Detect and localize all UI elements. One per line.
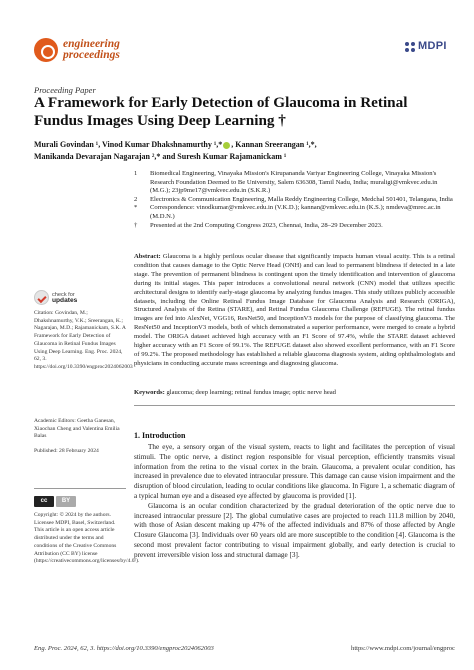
abstract bbox=[134, 253, 455, 369]
affiliation-item bbox=[134, 196, 454, 205]
check-for-updates-label bbox=[52, 292, 77, 304]
check-for-updates-icon bbox=[34, 290, 49, 305]
authors-line1: Murali Govindan ¹, Vinod Kumar Dhakshnamurthy ¹,* bbox=[34, 140, 223, 149]
intro-paragraph-1: The eye, a sensory organ of the visual system, reacts to light and facilitates the perception of visual stimuli. The optic nerve, a distinct region responsible for visual perception, efficiently transmits visual information from the retina to the visual cortex in the brain. Glaucoma, a prevalent ocular condition, has increased in prevalence due to elevated intraocular pressure. This damage can cause vision impairment and the disruption of blood circulation, leading to ocular conditions like glaucoma. In Figure 1, a schematic diagram of a typical human eye and a diseased eye affected by glaucoma is provided [1]. bbox=[134, 443, 455, 500]
keywords-label: Keywords: bbox=[134, 389, 165, 396]
affiliation-text: Correspondence: vinodkumar@vmkvec.edu.in (V.K.D.); kannan@vmkvec.edu.in (K.S.); nmdeva@mrec.ac.in (M.D.N.) bbox=[150, 204, 441, 220]
journal-name-line2: proceedings bbox=[63, 49, 120, 61]
keywords-text: glaucoma; deep learning; retinal fundus image; optic nerve head bbox=[166, 389, 336, 396]
citation: Citation: Govindan, M.; Dhakshnamurthy, V.K.; Sreerangan, K.; Nagarajan, M.D.; Rajamanickam, S.K. A Framework for Early Detection of Glaucoma in Retinal Fundus Images Using Deep Learning. Eng. Proc. 2024, 62, 3. https://doi.org/10.3390/engproc2024062003 bbox=[34, 310, 133, 370]
authors-line2: Manikanda Devarajan Nagarajan ²,* and Suresh Kumar Rajamanickam ¹ bbox=[34, 152, 287, 161]
mdpi-logo-icon bbox=[404, 41, 416, 53]
affiliation-text: Presented at the 2nd Computing Congress 2023, Chennai, India, 28–29 December 2023. bbox=[150, 221, 383, 229]
orcid-icon[interactable] bbox=[223, 142, 230, 149]
affiliation-mark: † bbox=[134, 221, 138, 229]
check-line2: updates bbox=[52, 296, 78, 304]
affiliations bbox=[134, 170, 454, 230]
affiliation-text: Biomedical Engineering, Vinayaka Mission's Kirupananda Variyar Engineering College, Vinayaka Mission's Research Foundation Deemed to Be University, Salem 636308, Tamil Nadu, India; muraligi@vmkvec.edu.in (M.G.); 23jp9me17@vmkvec.edu.in (S.K.R.) bbox=[150, 170, 438, 195]
check-for-updates-button[interactable] bbox=[34, 290, 77, 305]
journal-name bbox=[63, 39, 120, 61]
journal-logo bbox=[34, 38, 120, 62]
academic-editors: Academic Editors: Geetha Ganesan, Xiaochan Cheng and Valentina Emilia Balas bbox=[34, 418, 120, 440]
paper-title: A Framework for Early Detection of Glaucoma in Retinal Fundus Images Using Deep Learning † bbox=[34, 94, 408, 129]
paper-type: Proceeding Paper bbox=[34, 85, 96, 95]
affiliation-mark: 2 bbox=[134, 195, 138, 203]
sidebar-divider bbox=[34, 488, 126, 489]
cc-badge: cc bbox=[34, 496, 54, 507]
footer-journal-link[interactable]: https://www.mdpi.com/journal/engproc bbox=[351, 645, 455, 652]
page-footer bbox=[34, 645, 455, 652]
affiliation-item bbox=[134, 170, 454, 196]
affiliation-text: Electronics & Communication Engineering, Malla Reddy Engineering College, Medchal 501401, Telangana, India bbox=[150, 195, 453, 203]
cc-by-license-icon[interactable] bbox=[34, 496, 76, 507]
check-line1: check for bbox=[52, 291, 75, 298]
published-date: Published: 28 February 2024 bbox=[34, 448, 99, 454]
section-heading: 1. Introduction bbox=[134, 431, 186, 440]
copyright-notice: Copyright: © 2024 by the authors. Licensee MDPI, Basel, Switzerland. This article is an open access article distributed under the terms and conditions of the Creative Commons Attribution (CC BY) license (https://creativecommons.org/licenses/by/4.0/). bbox=[34, 512, 140, 565]
affiliation-item bbox=[134, 222, 454, 231]
engineering-proceedings-logo-icon bbox=[34, 38, 58, 62]
by-badge: BY bbox=[56, 496, 76, 507]
author-list bbox=[34, 139, 454, 163]
keywords bbox=[134, 389, 455, 398]
affiliation-item bbox=[134, 204, 454, 221]
publisher-logo: MDPI bbox=[418, 40, 447, 52]
abstract-label: Abstract: bbox=[134, 253, 161, 260]
divider bbox=[134, 405, 455, 406]
introduction-body bbox=[134, 443, 455, 561]
journal-name-line1: engineering bbox=[63, 38, 120, 50]
intro-paragraph-2: Glaucoma is an ocular condition characterized by the gradual deterioration of the optic nerve due to increased intraocular pressure [2]. The global cumulative cases are projected to reach 111.8 million by 2040, with those of Asian descent making up 47% of the affected individuals and 87% of those affected by Angle Closure Glaucoma [3]. Individuals over 60 years old are more susceptible to the condition [4]. Glaucoma is the second most prevalent factor contributing to visual impairment globally, and early detection is crucial to prevent irreversible vision loss and structural damage [3]. bbox=[134, 501, 455, 559]
affiliation-mark: * bbox=[134, 204, 138, 212]
authors-line1b: , Kannan Sreerangan ¹,*, bbox=[231, 140, 317, 149]
footer-citation[interactable]: Eng. Proc. 2024, 62, 3. https://doi.org/10.3390/engproc2024062003 bbox=[34, 645, 214, 652]
affiliation-mark: 1 bbox=[134, 170, 138, 177]
abstract-text: Glaucoma is a highly perilous ocular disease that significantly impacts human visual acuity. This is a retinal condition that causes damage to the Optic Nerve Head (ONH) and can lead to permanent blindness if detected in a late stage. The prevention of permanent blindness is contingent upon the timely identification and intervention of glaucoma during its initial stages. This paper introduces a convolutional neural network (CNN) model that utilizes specific architectural designs to identify early-stage glaucoma by analyzing fundus images. This study utilizes publicly accessible datasets, including the Online Retinal Fundus Image Database for Glaucoma Analysis and Research (ORIGA), Structured Analysis of the Retina (STARE), and Retinal Fundus Glaucoma Challenge (REFUGE). The retinal fundus images are fed into AlexNet, VGG16, ResNet50, and InceptionV3 models for the purpose of classifying glaucoma. The ResNet50 and InceptionV3 models, both of which demonstrated a superior performance, were merged to create a hybrid model. The ORIGA dataset achieved high accuracy with an F1 Score of 97.4%, while the STARE dataset achieved higher accuracy with an F1 Score of 99.1%. The REFUGE dataset also showed excellent performance, with an F1 Score of 99.2%. The proposed methodology has established a reliable glaucoma diagnosis system, aiding ophthalmologists and physicians in conducting accurate mass screenings and diagnosing glaucoma. bbox=[134, 253, 455, 367]
